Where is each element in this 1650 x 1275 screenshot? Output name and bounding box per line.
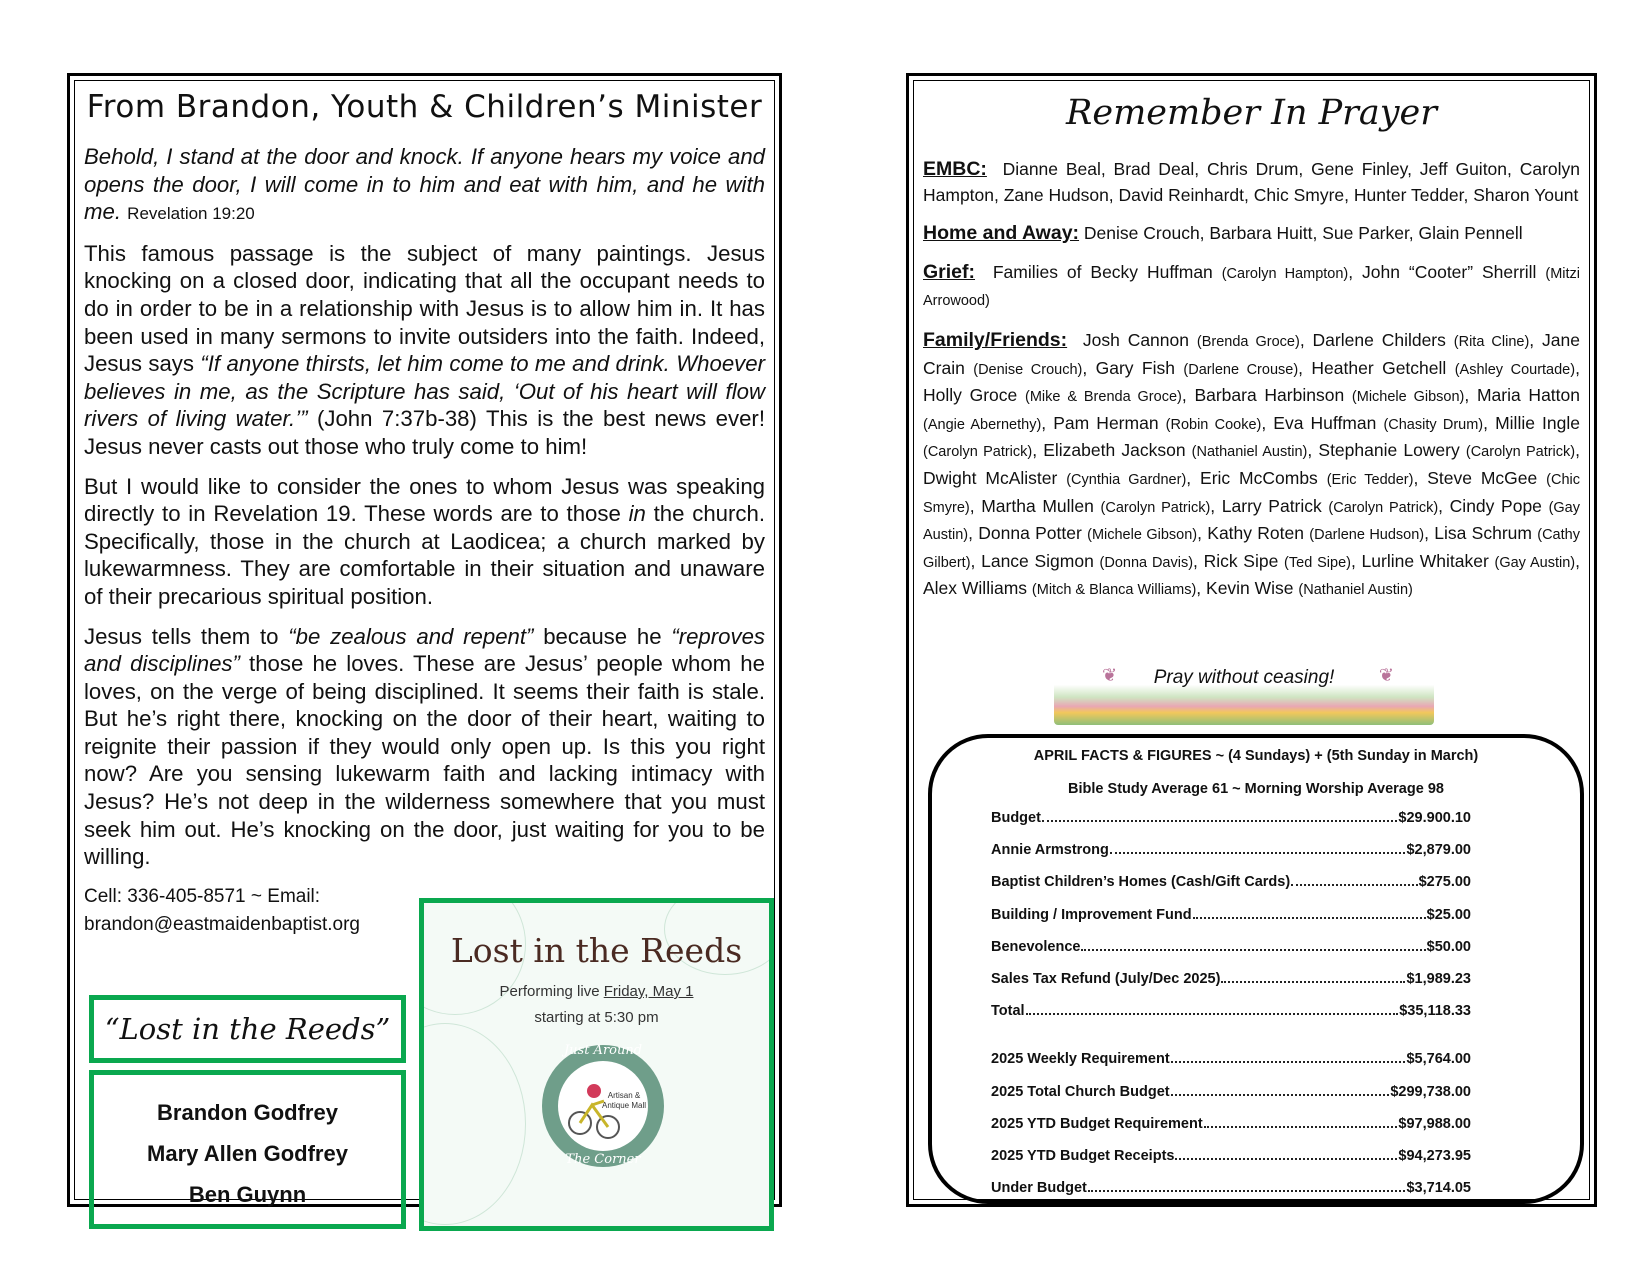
dot-leader (1081, 949, 1425, 951)
fact-amount: $2,879.00 (1406, 842, 1471, 859)
budget-row (991, 1148, 1471, 1180)
fact-label: Benevolence (991, 938, 1081, 955)
dot-leader (1193, 917, 1426, 919)
prayer-name: Lance Sigmon (981, 550, 1094, 571)
prayer-contact: (Donna Davis) (1099, 554, 1194, 571)
prayer-section-grief: Grief: Families of Becky Huffman (Carolyn Hampton), John “Cooter” Sherrill (Mitzi Arrowood) (923, 260, 1580, 310)
band-member: Mary Allen Godfrey (147, 1141, 348, 1166)
paragraph-3-quote-1: “be zealous and repent” (288, 623, 534, 649)
prayer-section-embc (923, 157, 1580, 208)
dot-leader (1291, 884, 1417, 886)
prayer-name: Heather Getchell (1311, 357, 1447, 378)
flyer-title: Lost in the Reeds (450, 931, 743, 970)
scripture-verse (84, 143, 765, 228)
section-names: Denise Crouch, Barbara Huitt, Sue Parker, Glain Pennell (1083, 223, 1523, 244)
band-member: Brandon Godfrey (157, 1100, 338, 1125)
fact-label: Building / Improvement Fund (991, 906, 1192, 923)
band-member: Ben Guynn (188, 1182, 307, 1207)
prayer-name: Josh Cannon (1082, 329, 1189, 350)
prayer-name: Barbara Harbinson (1194, 385, 1345, 406)
minister-panel (67, 73, 782, 1207)
fact-label: 2025 Weekly Requirement (991, 1051, 1170, 1068)
flower-decoration (419, 1023, 526, 1225)
paragraph-2-text: But I would like to consider the ones to whom Jesus was speaking directly to in Revelation 19. These words are to those (84, 473, 765, 527)
fact-row (991, 874, 1471, 906)
budget-row (991, 1084, 1471, 1116)
section-label: Grief: (923, 260, 976, 283)
logo-bottom-text: The Corner (565, 1152, 641, 1167)
dot-leader (1204, 1126, 1398, 1128)
budget-row (991, 1116, 1471, 1148)
prayer-name: John “Cooter” Sherrill (1362, 261, 1537, 282)
fact-row (991, 1003, 1471, 1035)
flyer-performing-text: Performing live (499, 983, 604, 1000)
prayer-contact: (Michele Gibson) (1087, 527, 1198, 544)
minister-title: From Brandon, Youth & Children’s Minister (86, 89, 763, 125)
prayer-title: Remember In Prayer (1066, 93, 1437, 133)
prayer-name: Stephanie Lowery (1318, 440, 1460, 461)
pray-banner (1054, 663, 1434, 725)
facts-list (991, 810, 1471, 1212)
paragraph-2 (84, 473, 765, 611)
prayer-contact: (Chic Smyre) (923, 471, 1580, 516)
prayer-list (923, 157, 1580, 617)
prayer-name: Families of Becky Huffman (992, 261, 1213, 282)
paragraph-3-quote-2: “reproves and disciplines” (84, 623, 766, 677)
spacer (991, 1035, 1471, 1051)
prayer-name: Lisa Schrum (1434, 523, 1532, 544)
fact-label: Under Budget (991, 1180, 1087, 1197)
prayer-name: Holly Groce (923, 385, 1018, 406)
paragraph-3-text-end: those he loves. These are Jesus’ people whom he loves, on the verge of being disciplined. It seems their faith is stale. But he’s right there, knocking on the door of their heart, waiting to reignite their passion if they would only open up. Is this you right now? Are you sensing lukewarm faith and lacking intimacy with Jesus? He’s not deep in the wilderness somewhere that you must seek him out. He’s knocking on the door, just waiting for you to be willing. (84, 651, 765, 870)
butterfly-icon: ❦ (1378, 665, 1394, 685)
prayer-name: Lurline Whitaker (1361, 550, 1489, 571)
attendance-averages: Bible Study Average 61 ~ Morning Worship Average 98 (1068, 781, 1444, 797)
prayer-contact: (Brenda Groce) (1196, 333, 1300, 350)
paragraph-1-quote: “If anyone thirsts, let him come to me and drink. Whoever believes in me, as the Scripture has said, ‘Out of his heart will flow rivers of living water.’” (84, 351, 765, 432)
flyer-time: starting at 5:30 pm (534, 1009, 659, 1026)
fact-amount: $50.00 (1426, 938, 1471, 955)
section-label: Family/Friends: (923, 328, 1068, 351)
prayer-contact: (Cathy Gilbert) (923, 527, 1580, 571)
fact-row (991, 907, 1471, 939)
prayer-contact: (Rita Cline) (1453, 333, 1530, 350)
paragraph-1 (84, 240, 765, 461)
prayer-name: Elizabeth Jackson (1043, 440, 1186, 461)
flyer-performing (424, 983, 769, 1000)
prayer-name: Alex Williams (923, 578, 1028, 599)
paragraph-3 (84, 623, 765, 871)
prayer-name: Maria Hatton (1476, 385, 1580, 406)
verse-text: Behold, I stand at the door and knock. If anyone hears my voice and opens the door, I will come in to him and eat with him, and he with me. (84, 144, 765, 225)
butterfly-icon: ❦ (1102, 665, 1118, 685)
fact-row (991, 810, 1471, 842)
just-around-the-corner-logo (542, 1045, 664, 1167)
dot-leader (1171, 1061, 1406, 1063)
logo-mall-text: Artisan & Antique Mall (601, 1091, 647, 1110)
dot-leader (1171, 1094, 1390, 1096)
fact-amount: $94,273.95 (1398, 1147, 1471, 1164)
fact-amount: $97,988.00 (1398, 1115, 1471, 1132)
prayer-contact: (Gay Austin) (923, 499, 1580, 544)
fact-label: Sales Tax Refund (July/Dec 2025) (991, 970, 1221, 987)
paragraph-2-text-end: the church. Specifically, those in the church at Laodicea; a church marked by lukewarmness. They are comfortable in their situation and unaware of their precarious spiritual position. (84, 501, 765, 609)
verse-reference: Revelation 19:20 (127, 204, 255, 224)
fact-amount: $3,714.05 (1406, 1180, 1471, 1197)
dot-leader (1026, 1013, 1399, 1015)
paragraph-1-text-end: (John 7:37b-38) This is the best news ever! Jesus never casts out those who truly come to him! (84, 406, 765, 459)
fact-row (991, 842, 1471, 874)
prayer-contact: (Darlene Hudson) (1309, 527, 1425, 544)
pray-banner-text: Pray without ceasing! (1153, 667, 1335, 688)
fact-amount: $299,738.00 (1390, 1083, 1471, 1100)
prayer-name: Millie Ingle (1495, 412, 1580, 433)
prayer-contact: (Carolyn Patrick) (923, 444, 1033, 461)
facts-and-figures-box (928, 734, 1584, 1204)
fact-amount: $1,989.23 (1406, 970, 1471, 987)
prayer-contact: (Denise Crouch) (973, 361, 1083, 378)
section-label: Home and Away: (923, 222, 1080, 245)
section-label: EMBC: (923, 158, 987, 180)
minister-article (84, 143, 765, 939)
prayer-contact: (Carolyn Hampton) (1221, 265, 1349, 282)
prayer-name: Cindy Pope (1449, 495, 1542, 516)
paragraph-3-text: Jesus tells them to (84, 623, 289, 649)
fact-amount: $5,764.00 (1406, 1051, 1471, 1068)
prayer-contact: (Chasity Drum) (1383, 416, 1484, 433)
prayer-contact: (Ted Sipe) (1284, 554, 1351, 571)
flyer-date: Friday, May 1 (603, 983, 694, 1000)
prayer-name: Pam Herman (1053, 412, 1159, 433)
dot-leader (1110, 852, 1406, 854)
prayer-name: Gary Fish (1095, 357, 1175, 378)
dot-leader (1088, 1190, 1406, 1192)
fact-label: 2025 YTD Budget Receipts (991, 1147, 1175, 1164)
facts-heading: APRIL FACTS & FIGURES ~ (4 Sundays) + (5th Sunday in March) (1033, 748, 1479, 764)
prayer-name: Martha Mullen (981, 495, 1094, 516)
prayer-contact: (Ashley Courtade) (1454, 361, 1576, 378)
prayer-name: Eric McCombs (1200, 467, 1318, 488)
fact-amount: $29.900.10 (1398, 810, 1471, 826)
budget-row (991, 1180, 1471, 1212)
dot-leader (1221, 981, 1405, 983)
band-title-box: “Lost in the Reeds” (89, 995, 406, 1063)
prayer-contact: (Mike & Brenda Groce) (1025, 389, 1182, 406)
fact-label: Baptist Children’s Homes (Cash/Gift Cards) (991, 874, 1291, 891)
prayer-contact: (Robin Cooke) (1165, 416, 1262, 433)
paragraph-3-text-mid: because he (533, 623, 672, 649)
contact-email[interactable]: brandon@eastmaidenbaptist.org (84, 913, 360, 935)
prayer-contact: (Michele Gibson) (1351, 389, 1465, 406)
fact-label: Budget (991, 810, 1041, 826)
prayer-section-home-away (923, 221, 1580, 247)
fact-label: 2025 Total Church Budget (991, 1083, 1170, 1100)
prayer-contact: (Darlene Crouse) (1183, 361, 1299, 378)
prayer-name: Jane Crain (923, 329, 1580, 378)
prayer-panel-border (913, 80, 1590, 1200)
prayer-name: Kevin Wise (1206, 578, 1294, 599)
prayer-contact: (Carolyn Patrick) (1328, 499, 1439, 516)
prayer-name: Eva Huffman (1273, 412, 1377, 433)
dot-leader (1175, 1158, 1397, 1160)
fact-label: Annie Armstrong (991, 842, 1109, 859)
prayer-contact: (Carolyn Patrick) (1465, 444, 1576, 461)
prayer-panel (906, 73, 1597, 1207)
minister-panel-border (74, 80, 775, 1207)
prayer-name: Kathy Roten (1207, 523, 1304, 544)
prayer-name: Rick Sipe (1203, 550, 1279, 571)
fact-amount: $25.00 (1426, 906, 1471, 923)
paragraph-1-text: This famous passage is the subject of many paintings. Jesus knocking on a closed door, indicating that all the occupant needs to do in order to be in a relationship with Jesus is to allow him in. It has been used in many sermons to invite outsiders into the faith. Indeed, Jesus says (84, 240, 765, 377)
prayer-name: Larry Patrick (1221, 495, 1322, 516)
prayer-contact: (Mitch & Blanca Williams) (1031, 582, 1197, 599)
fact-row (991, 971, 1471, 1003)
fact-amount: $275.00 (1418, 874, 1471, 891)
logo-top-text: Just Around (563, 1043, 643, 1058)
fact-label: 2025 YTD Budget Requirement (991, 1115, 1203, 1132)
contact-phone: Cell: 336-405-8571 ~ Email: (84, 885, 321, 907)
prayer-contact: (Cynthia Gardner) (1066, 471, 1187, 488)
logo-center (558, 1061, 648, 1151)
prayer-section-family-friends: Family/Friends: Josh Cannon (Brenda Groce), Darlene Childers (Rita Cline), Jane Crain (Denise Crouch), Gary Fish (Darlene Crouse), Heather Getchell (Ashley Courtade), Holly Groce (Mike & Brenda Groce), Barbara Harbinson (Michele Gibson), Maria Hatton (Angie Abernethy), Pam Herman (Robin Cooke), Eva Huffman (Chasity Drum), Millie Ingle (Carolyn Patrick), Elizabeth Jackson (Nathaniel Austin), Stephanie Lowery (Carolyn Patrick), Dwight McAlister (Cynthia Gardner), Eric McCombs (Eric Tedder), Steve McGee (Chic Smyre), Martha Mullen (Carolyn Patrick), Larry Patrick (Carolyn Patrick), Cindy Pope (Gay Austin), Donna Potter (Michele Gibson), Kathy Roten (Darlene Hudson), Lisa Schrum (Cathy Gilbert), Lance Sigmon (Donna Davis), Rick Sipe (Ted Sipe), Lurline Whitaker (Gay Austin), Alex Williams (Mitch & Blanca Williams), Kevin Wise (Nathaniel Austin) (923, 328, 1580, 599)
fact-row (991, 939, 1471, 971)
prayer-contact: (Gay Austin) (1494, 554, 1576, 571)
prayer-name: Darlene Childers (1312, 329, 1446, 350)
event-flyer (419, 898, 774, 1231)
prayer-contact: (Nathaniel Austin) (1298, 582, 1413, 599)
prayer-name: Dwight McAlister (923, 467, 1058, 488)
prayer-contact: (Eric Tedder) (1326, 471, 1414, 488)
fact-label: Total (991, 1003, 1025, 1020)
prayer-contact: (Carolyn Patrick) (1100, 499, 1211, 516)
prayer-name: Donna Potter (978, 523, 1082, 544)
prayer-contact: (Mitzi Arrowood) (923, 265, 1580, 310)
prayer-contact: (Nathaniel Austin) (1191, 444, 1308, 461)
prayer-name: Steve McGee (1427, 467, 1538, 488)
budget-row (991, 1051, 1471, 1083)
band-members-box (89, 1070, 406, 1229)
fact-amount: $35,118.33 (1399, 1003, 1471, 1020)
paragraph-2-emphasis: in (628, 501, 646, 527)
prayer-contact: (Angie Abernethy) (923, 416, 1042, 433)
section-names: Dianne Beal, Brad Deal, Chris Drum, Gene Finley, Jeff Guiton, Carolyn Hampton, Zane Hudson, David Reinhardt, Chic Smyre, Hunter Tedder, Sharon Yount (923, 159, 1580, 205)
dot-leader (1042, 820, 1397, 822)
